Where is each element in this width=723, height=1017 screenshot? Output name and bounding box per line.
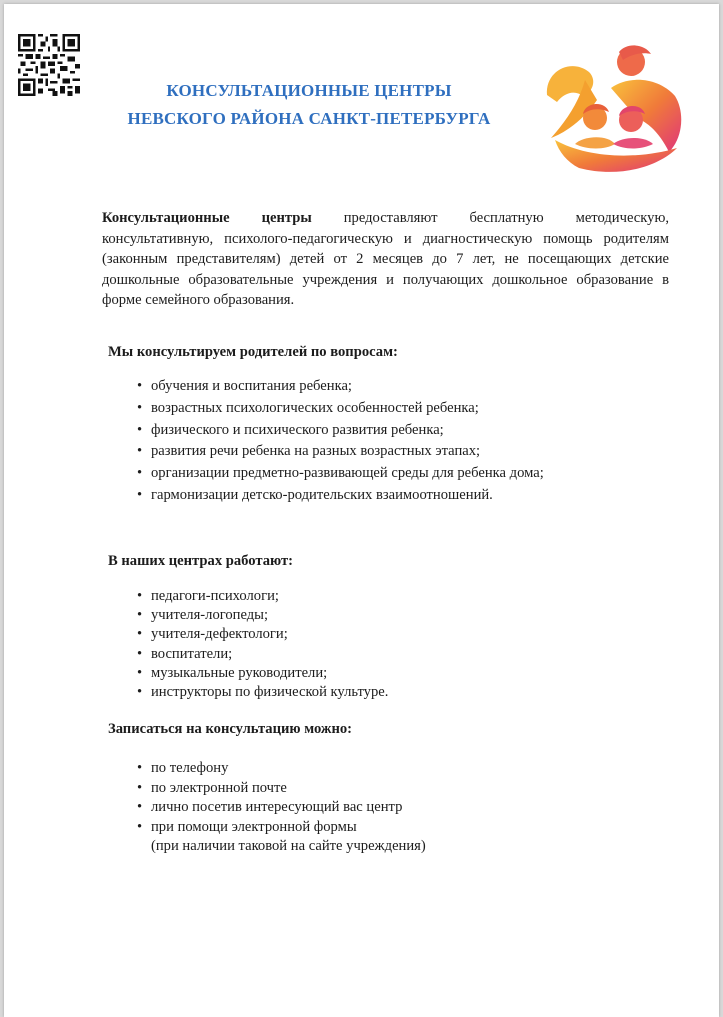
document-page [4, 4, 719, 1017]
list-item: • организации предметно-развивающей среды для ребенка дома; [137, 463, 577, 485]
list-item: • музыкальные руководители; [137, 664, 577, 683]
list-item: • по электронной почте [137, 779, 577, 799]
list-item: • педагоги-психологи; [137, 587, 577, 606]
list-item-note: (при наличии таковой на сайте учреждения) [151, 838, 426, 855]
page-title [89, 77, 529, 133]
topics-heading: Мы консультируем родителей по вопросам: [108, 344, 398, 360]
list-item: • учителя-дефектологи; [137, 625, 577, 644]
list-item: • развития речи ребенка на разных возрастных этапах; [137, 441, 577, 463]
list-item: • воспитатели; [137, 645, 577, 664]
list-item: • лично посетив интересующий вас центр [137, 798, 577, 818]
staff-list [137, 587, 577, 702]
family-logo-icon [526, 40, 688, 180]
title-line-1: КОНСУЛЬТАЦИОННЫЕ ЦЕНТРЫ [166, 81, 452, 100]
list-item: • по телефону [137, 759, 577, 779]
title-line-2: НЕВСКОГО РАЙОНА САНКТ-ПЕТЕРБУРГА [127, 109, 491, 128]
list-item: • гармонизации детско-родительских взаимоотношений. [137, 485, 577, 507]
intro-text: предоставляют бесплатную методическую, консультативную, психолого-педагогическую и диагностическую помощь родителям (законным представителям) детей от 2 месяцев до 7 лет, не посещающих детские дошкольные образовательные учреждения и получающих дошкольное образование в форме семейного образования. [102, 210, 669, 308]
list-item: • обучения и воспитания ребенка; [137, 376, 577, 398]
list-item: • при помощи электронной формы [137, 818, 577, 838]
staff-heading: В наших центрах работают: [108, 553, 294, 569]
topics-list [137, 376, 577, 507]
intro-lead: Консультационные центры [102, 210, 312, 226]
intro-paragraph [102, 208, 669, 311]
signup-heading: Записаться на консультацию можно: [108, 721, 353, 737]
signup-list [137, 759, 577, 857]
list-item: • возрастных психологических особенностей ребенка; [137, 398, 577, 420]
list-item: • учителя-логопеды; [137, 606, 577, 625]
list-item: • физического и психического развития ребенка; [137, 420, 577, 442]
qr-code-icon [18, 34, 80, 96]
list-item: • инструкторы по физической культуре. [137, 683, 577, 702]
